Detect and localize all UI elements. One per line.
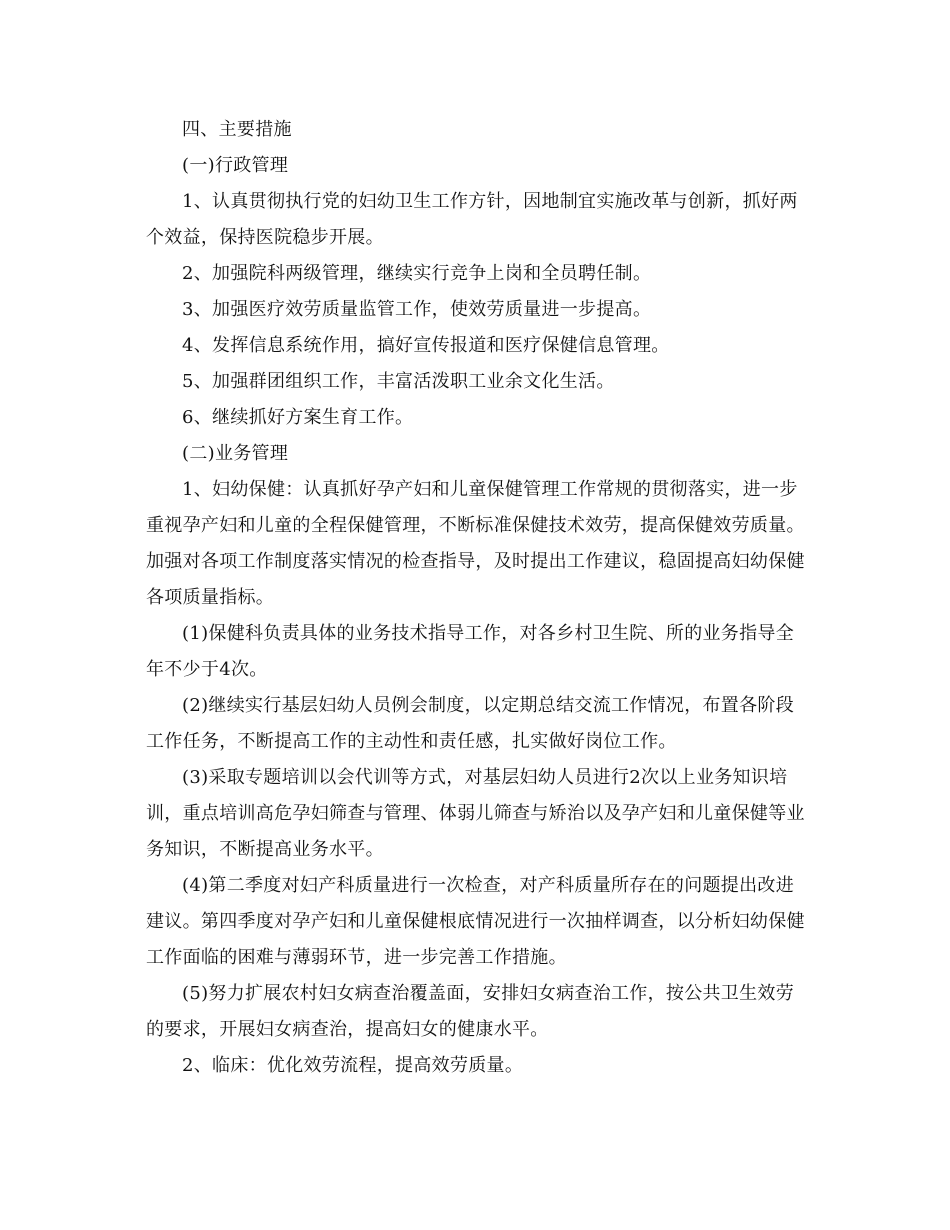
paragraph: 2、临床：优化效劳流程，提高效劳质量。 xyxy=(182,1055,524,1076)
paragraph: 2、加强院科两级管理，继续实行竞争上岗和全员聘任制。 xyxy=(182,263,652,284)
paragraph: 1、妇幼保健：认真抓好孕产妇和儿童保健管理工作常规的贯彻落实，进一步重视孕产妇和儿童的全程保健管理，不断标准保健技术效劳，提高保健效劳质量。加强对各项工作制度落实情况的检查指导，及时提出工作建议，稳固提高妇幼保健各项质量指标。 xyxy=(146,479,805,608)
subsection-heading: (一)行政管理 xyxy=(182,155,289,176)
paragraph: (3)采取专题培训以会代训等方式，对基层妇幼人员进行2次以上业务知识培训，重点培训高危孕妇筛查与管理、体弱儿筛查与矫治以及孕产妇和儿童保健等业务知识，不断提高业务水平。 xyxy=(146,767,805,860)
paragraph: (2)继续实行基层妇幼人员例会制度，以定期总结交流工作情况，布置各阶段工作任务，不断提高工作的主动性和责任感，扎实做好岗位工作。 xyxy=(146,695,794,752)
paragraph: (1)保健科负责具体的业务技术指导工作，对各乡村卫生院、所的业务指导全年不少于4次。 xyxy=(146,623,794,680)
paragraph: 4、发挥信息系统作用，搞好宣传报道和医疗保健信息管理。 xyxy=(182,335,670,356)
section-heading: 四、主要措施 xyxy=(182,119,292,140)
paragraph: 3、加强医疗效劳质量监管工作，使效劳质量进一步提高。 xyxy=(182,299,652,320)
document-page xyxy=(146,112,806,1084)
subsection-heading: (二)业务管理 xyxy=(182,443,289,464)
paragraph: 5、加强群团组织工作，丰富活泼职工业余文化生活。 xyxy=(182,371,615,392)
paragraph: 6、继续抓好方案生育工作。 xyxy=(182,407,414,428)
paragraph: 1、认真贯彻执行党的妇幼卫生工作方针，因地制宜实施改革与创新，抓好两个效益，保持医院稳步开展。 xyxy=(146,191,798,248)
paragraph: (4)第二季度对妇产科质量进行一次检查，对产科质量所存在的问题提出改进建议。第四季度对孕产妇和儿童保健根底情况进行一次抽样调查，以分析妇幼保健工作面临的困难与薄弱环节，进一步完善工作措施。 xyxy=(146,875,805,968)
paragraph: (5)努力扩展农村妇女病查治覆盖面，安排妇女病查治工作，按公共卫生效劳的要求，开展妇女病查治，提高妇女的健康水平。 xyxy=(146,983,794,1040)
